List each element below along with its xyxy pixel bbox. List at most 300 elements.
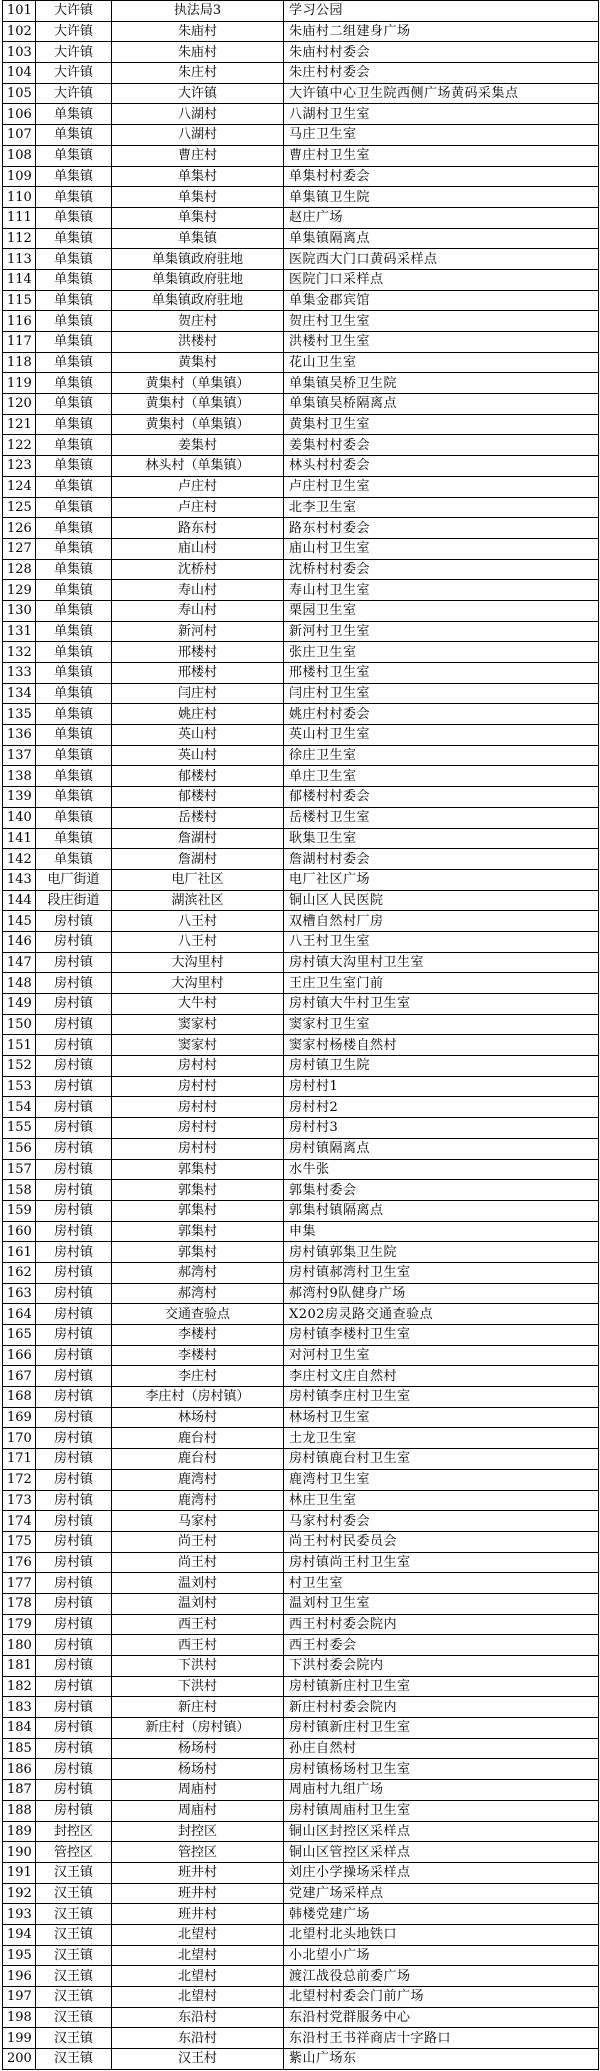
site-cell: 东沿村王书祥商店十字路口 xyxy=(284,2028,599,2049)
site-cell: 房村镇李庄村卫生室 xyxy=(284,1387,599,1408)
row-number-cell: 129 xyxy=(3,580,36,601)
row-number-cell: 200 xyxy=(3,2049,36,2070)
table-row xyxy=(3,538,599,559)
village-cell: 八王村 xyxy=(112,931,284,952)
town-cell: 房村镇 xyxy=(36,1780,112,1801)
row-number-cell: 118 xyxy=(3,352,36,373)
town-cell: 汉王镇 xyxy=(36,2049,112,2070)
row-number-cell: 172 xyxy=(3,1469,36,1490)
row-number-cell: 108 xyxy=(3,145,36,166)
row-number-cell: 149 xyxy=(3,994,36,1015)
town-cell: 房村镇 xyxy=(36,1221,112,1242)
village-cell: 郁楼村 xyxy=(112,766,284,787)
town-cell: 单集镇 xyxy=(36,745,112,766)
town-cell: 单集镇 xyxy=(36,207,112,228)
site-cell: 姚庄村村委会 xyxy=(284,704,599,725)
village-cell: 郝湾村 xyxy=(112,1262,284,1283)
village-cell: 湖滨社区 xyxy=(112,890,284,911)
table-row xyxy=(3,394,599,415)
town-cell: 房村镇 xyxy=(36,911,112,932)
village-cell: 詹湖村 xyxy=(112,849,284,870)
site-cell: 郭集村镇隔离点 xyxy=(284,1200,599,1221)
row-number-cell: 160 xyxy=(3,1221,36,1242)
table-row xyxy=(3,663,599,684)
site-cell: 耿集卫生室 xyxy=(284,828,599,849)
town-cell: 单集镇 xyxy=(36,600,112,621)
table-row xyxy=(3,228,599,249)
row-number-cell: 159 xyxy=(3,1200,36,1221)
table-row xyxy=(3,104,599,125)
town-cell: 房村镇 xyxy=(36,1118,112,1139)
village-cell: 郭集村 xyxy=(112,1242,284,1263)
row-number-cell: 177 xyxy=(3,1573,36,1594)
site-cell: 刘庄小学操场采样点 xyxy=(284,1862,599,1883)
town-cell: 单集镇 xyxy=(36,104,112,125)
village-cell: 周庙村 xyxy=(112,1780,284,1801)
village-cell: 林头村（单集镇） xyxy=(112,456,284,477)
table-row xyxy=(3,311,599,332)
row-number-cell: 112 xyxy=(3,228,36,249)
row-number-cell: 165 xyxy=(3,1325,36,1346)
village-cell: 八王村 xyxy=(112,911,284,932)
table-row xyxy=(3,42,599,63)
village-cell: 封控区 xyxy=(112,1821,284,1842)
table-row xyxy=(3,145,599,166)
site-cell: 铜山区人民医院 xyxy=(284,890,599,911)
row-number-cell: 196 xyxy=(3,1966,36,1987)
table-row xyxy=(3,1614,599,1635)
site-cell: 马家村村委会 xyxy=(284,1511,599,1532)
table-row xyxy=(3,1366,599,1387)
table-row xyxy=(3,704,599,725)
village-cell: 郁楼村 xyxy=(112,787,284,808)
village-cell: 北望村 xyxy=(112,1945,284,1966)
town-cell: 汉王镇 xyxy=(36,1966,112,1987)
row-number-cell: 166 xyxy=(3,1345,36,1366)
site-cell: 庙山村卫生室 xyxy=(284,538,599,559)
row-number-cell: 119 xyxy=(3,373,36,394)
row-number-cell: 197 xyxy=(3,1987,36,2008)
row-number-cell: 173 xyxy=(3,1490,36,1511)
site-cell: 房村镇李楼村卫生室 xyxy=(284,1325,599,1346)
table-row xyxy=(3,1945,599,1966)
site-cell: 花山卫生室 xyxy=(284,352,599,373)
site-cell: 李庄村文庄自然村 xyxy=(284,1366,599,1387)
row-number-cell: 150 xyxy=(3,1014,36,1035)
site-cell: 林头村村委会 xyxy=(284,456,599,477)
table-row xyxy=(3,1573,599,1594)
town-cell: 房村镇 xyxy=(36,1366,112,1387)
village-cell: 单集镇政府驻地 xyxy=(112,269,284,290)
row-number-cell: 176 xyxy=(3,1552,36,1573)
town-cell: 房村镇 xyxy=(36,1614,112,1635)
site-cell: 英山村卫生室 xyxy=(284,725,599,746)
site-cell: 闫庄村卫生室 xyxy=(284,683,599,704)
village-cell: 北望村 xyxy=(112,1966,284,1987)
village-cell: 房村村 xyxy=(112,1097,284,1118)
town-cell: 单集镇 xyxy=(36,518,112,539)
site-cell: 房村镇鹿台村卫生室 xyxy=(284,1449,599,1470)
table-row xyxy=(3,745,599,766)
table-row xyxy=(3,83,599,104)
town-cell: 单集镇 xyxy=(36,621,112,642)
row-number-cell: 105 xyxy=(3,83,36,104)
table-row xyxy=(3,414,599,435)
town-cell: 房村镇 xyxy=(36,1800,112,1821)
town-cell: 单集镇 xyxy=(36,456,112,477)
site-cell: 林庄卫生室 xyxy=(284,1490,599,1511)
row-number-cell: 186 xyxy=(3,1759,36,1780)
row-number-cell: 189 xyxy=(3,1821,36,1842)
village-cell: 闫庄村 xyxy=(112,683,284,704)
row-number-cell: 183 xyxy=(3,1697,36,1718)
town-cell: 大许镇 xyxy=(36,63,112,84)
town-cell: 管控区 xyxy=(36,1842,112,1863)
row-number-cell: 138 xyxy=(3,766,36,787)
site-cell: 邢楼村卫生室 xyxy=(284,663,599,684)
village-cell: 班井村 xyxy=(112,1883,284,1904)
town-cell: 房村镇 xyxy=(36,1345,112,1366)
village-cell: 朱庙村 xyxy=(112,21,284,42)
row-number-cell: 154 xyxy=(3,1097,36,1118)
table-row xyxy=(3,1035,599,1056)
site-cell: 医院西大门口黄码采样点 xyxy=(284,249,599,270)
table-row xyxy=(3,1821,599,1842)
row-number-cell: 151 xyxy=(3,1035,36,1056)
site-cell: 申集 xyxy=(284,1221,599,1242)
row-number-cell: 144 xyxy=(3,890,36,911)
row-number-cell: 143 xyxy=(3,869,36,890)
village-cell: 鹿湾村 xyxy=(112,1490,284,1511)
village-cell: 路东村 xyxy=(112,518,284,539)
row-number-cell: 101 xyxy=(3,1,36,22)
site-cell: 北望村村委会门前广场 xyxy=(284,1987,599,2008)
town-cell: 房村镇 xyxy=(36,1242,112,1263)
town-cell: 房村镇 xyxy=(36,1552,112,1573)
village-cell: 单集镇政府驻地 xyxy=(112,290,284,311)
town-cell: 房村镇 xyxy=(36,1635,112,1656)
town-cell: 单集镇 xyxy=(36,497,112,518)
table-row xyxy=(3,63,599,84)
town-cell: 房村镇 xyxy=(36,1325,112,1346)
table-row xyxy=(3,1,599,22)
table-row xyxy=(3,952,599,973)
table-row xyxy=(3,807,599,828)
site-cell: 林场村卫生室 xyxy=(284,1407,599,1428)
table-row xyxy=(3,1676,599,1697)
table-row xyxy=(3,1242,599,1263)
table-row xyxy=(3,1200,599,1221)
row-number-cell: 185 xyxy=(3,1738,36,1759)
village-cell: 李楼村 xyxy=(112,1345,284,1366)
village-cell: 林场村 xyxy=(112,1407,284,1428)
village-cell: 庙山村 xyxy=(112,538,284,559)
town-cell: 单集镇 xyxy=(36,228,112,249)
row-number-cell: 104 xyxy=(3,63,36,84)
table-row xyxy=(3,249,599,270)
table-row xyxy=(3,456,599,477)
village-cell: 邢楼村 xyxy=(112,663,284,684)
table-row xyxy=(3,2028,599,2049)
row-number-cell: 194 xyxy=(3,1924,36,1945)
town-cell: 单集镇 xyxy=(36,683,112,704)
village-cell: 黄集村（单集镇） xyxy=(112,394,284,415)
site-cell: 村卫生室 xyxy=(284,1573,599,1594)
table-row xyxy=(3,352,599,373)
village-cell: 洪楼村 xyxy=(112,332,284,353)
row-number-cell: 174 xyxy=(3,1511,36,1532)
row-number-cell: 198 xyxy=(3,2007,36,2028)
site-cell: 医院门口采样点 xyxy=(284,269,599,290)
row-number-cell: 157 xyxy=(3,1159,36,1180)
row-number-cell: 158 xyxy=(3,1180,36,1201)
row-number-cell: 131 xyxy=(3,621,36,642)
site-cell: 单集镇吴桥卫生院 xyxy=(284,373,599,394)
table-row xyxy=(3,125,599,146)
village-cell: 寿山村 xyxy=(112,580,284,601)
row-number-cell: 141 xyxy=(3,828,36,849)
row-number-cell: 133 xyxy=(3,663,36,684)
row-number-cell: 107 xyxy=(3,125,36,146)
village-cell: 尚王村 xyxy=(112,1552,284,1573)
town-cell: 房村镇 xyxy=(36,1200,112,1221)
town-cell: 房村镇 xyxy=(36,1387,112,1408)
site-cell: 房村村2 xyxy=(284,1097,599,1118)
town-cell: 房村镇 xyxy=(36,1014,112,1035)
row-number-cell: 167 xyxy=(3,1366,36,1387)
row-number-cell: 139 xyxy=(3,787,36,808)
site-cell: 房村镇尚王村卫生室 xyxy=(284,1552,599,1573)
table-row xyxy=(3,683,599,704)
site-cell: 紫山广场东 xyxy=(284,2049,599,2070)
row-number-cell: 106 xyxy=(3,104,36,125)
table-row xyxy=(3,911,599,932)
town-cell: 汉王镇 xyxy=(36,2028,112,2049)
row-number-cell: 162 xyxy=(3,1262,36,1283)
row-number-cell: 121 xyxy=(3,414,36,435)
site-cell: 大许镇中心卫生院西侧广场黄码采集点 xyxy=(284,83,599,104)
site-cell: 房村村3 xyxy=(284,1118,599,1139)
table-row xyxy=(3,787,599,808)
row-number-cell: 178 xyxy=(3,1593,36,1614)
table-row xyxy=(3,1738,599,1759)
town-cell: 单集镇 xyxy=(36,559,112,580)
table-row xyxy=(3,973,599,994)
village-cell: 英山村 xyxy=(112,745,284,766)
town-cell: 单集镇 xyxy=(36,663,112,684)
town-cell: 电厂街道 xyxy=(36,869,112,890)
village-cell: 大沟里村 xyxy=(112,952,284,973)
town-cell: 房村镇 xyxy=(36,1738,112,1759)
town-cell: 单集镇 xyxy=(36,290,112,311)
row-number-cell: 181 xyxy=(3,1656,36,1677)
town-cell: 单集镇 xyxy=(36,269,112,290)
table-row xyxy=(3,290,599,311)
site-cell: 小北望小广场 xyxy=(284,1945,599,1966)
village-cell: 交通查验点 xyxy=(112,1304,284,1325)
table-row xyxy=(3,1656,599,1677)
table-row xyxy=(3,1635,599,1656)
table-row xyxy=(3,890,599,911)
town-cell: 单集镇 xyxy=(36,394,112,415)
site-cell: 周庙村九组广场 xyxy=(284,1780,599,1801)
town-cell: 房村镇 xyxy=(36,1449,112,1470)
table-row xyxy=(3,1076,599,1097)
town-cell: 房村镇 xyxy=(36,1262,112,1283)
row-number-cell: 117 xyxy=(3,332,36,353)
site-cell: 单集村村委会 xyxy=(284,166,599,187)
table-row xyxy=(3,1904,599,1925)
town-cell: 房村镇 xyxy=(36,1573,112,1594)
row-number-cell: 188 xyxy=(3,1800,36,1821)
row-number-cell: 124 xyxy=(3,476,36,497)
town-cell: 单集镇 xyxy=(36,187,112,208)
site-cell: 房村村1 xyxy=(284,1076,599,1097)
table-body xyxy=(3,1,599,2070)
table-row xyxy=(3,21,599,42)
table-row xyxy=(3,476,599,497)
site-cell: 郝湾村9队健身广场 xyxy=(284,1283,599,1304)
table-row xyxy=(3,1283,599,1304)
row-number-cell: 128 xyxy=(3,559,36,580)
table-row xyxy=(3,2049,599,2070)
row-number-cell: 102 xyxy=(3,21,36,42)
row-number-cell: 148 xyxy=(3,973,36,994)
site-cell: 栗园卫生室 xyxy=(284,600,599,621)
table-row xyxy=(3,931,599,952)
site-cell: 单集镇卫生院 xyxy=(284,187,599,208)
site-cell: 王庄卫生室门前 xyxy=(284,973,599,994)
site-cell: 郁楼村村委会 xyxy=(284,787,599,808)
row-number-cell: 184 xyxy=(3,1718,36,1739)
row-number-cell: 120 xyxy=(3,394,36,415)
village-cell: 执法局3 xyxy=(112,1,284,22)
town-cell: 房村镇 xyxy=(36,1593,112,1614)
village-cell: 鹿湾村 xyxy=(112,1469,284,1490)
table-row xyxy=(3,1407,599,1428)
village-cell: 新庄村 xyxy=(112,1697,284,1718)
town-cell: 单集镇 xyxy=(36,435,112,456)
village-cell: 汉王村 xyxy=(112,2049,284,2070)
row-number-cell: 153 xyxy=(3,1076,36,1097)
village-cell: 黄集村（单集镇） xyxy=(112,414,284,435)
town-cell: 汉王镇 xyxy=(36,1883,112,1904)
table-row xyxy=(3,1345,599,1366)
site-cell: 尚王村村民委员会 xyxy=(284,1531,599,1552)
town-cell: 单集镇 xyxy=(36,476,112,497)
site-cell: 卢庄村卫生室 xyxy=(284,476,599,497)
village-cell: 邢楼村 xyxy=(112,642,284,663)
town-cell: 单集镇 xyxy=(36,807,112,828)
table-row xyxy=(3,1138,599,1159)
row-number-cell: 195 xyxy=(3,1945,36,1966)
town-cell: 房村镇 xyxy=(36,1490,112,1511)
row-number-cell: 127 xyxy=(3,538,36,559)
table-row xyxy=(3,1842,599,1863)
row-number-cell: 123 xyxy=(3,456,36,477)
town-cell: 房村镇 xyxy=(36,1656,112,1677)
table-row xyxy=(3,1759,599,1780)
site-cell: 新庄村村委会院内 xyxy=(284,1697,599,1718)
village-cell: 卢庄村 xyxy=(112,476,284,497)
row-number-cell: 111 xyxy=(3,207,36,228)
town-cell: 房村镇 xyxy=(36,1676,112,1697)
table-row xyxy=(3,1449,599,1470)
row-number-cell: 115 xyxy=(3,290,36,311)
town-cell: 汉王镇 xyxy=(36,1904,112,1925)
village-cell: 姚庄村 xyxy=(112,704,284,725)
site-cell: 黄集村卫生室 xyxy=(284,414,599,435)
town-cell: 房村镇 xyxy=(36,952,112,973)
village-cell: 温刘村 xyxy=(112,1573,284,1594)
town-cell: 单集镇 xyxy=(36,311,112,332)
site-cell: 房村镇郭集卫生院 xyxy=(284,1242,599,1263)
village-cell: 岳楼村 xyxy=(112,807,284,828)
row-number-cell: 114 xyxy=(3,269,36,290)
row-number-cell: 132 xyxy=(3,642,36,663)
row-number-cell: 110 xyxy=(3,187,36,208)
village-cell: 曹庄村 xyxy=(112,145,284,166)
table-row xyxy=(3,166,599,187)
table-row xyxy=(3,1221,599,1242)
site-cell: 詹湖村村委会 xyxy=(284,849,599,870)
site-cell: 水牛张 xyxy=(284,1159,599,1180)
village-cell: 班井村 xyxy=(112,1904,284,1925)
town-cell: 大许镇 xyxy=(36,42,112,63)
row-number-cell: 163 xyxy=(3,1283,36,1304)
town-cell: 房村镇 xyxy=(36,931,112,952)
site-cell: 韩楼党建广场 xyxy=(284,1904,599,1925)
table-row xyxy=(3,766,599,787)
town-cell: 房村镇 xyxy=(36,1407,112,1428)
town-cell: 房村镇 xyxy=(36,1511,112,1532)
table-row xyxy=(3,207,599,228)
village-cell: 周庙村 xyxy=(112,1800,284,1821)
town-cell: 单集镇 xyxy=(36,332,112,353)
town-cell: 大许镇 xyxy=(36,83,112,104)
row-number-cell: 175 xyxy=(3,1531,36,1552)
town-cell: 房村镇 xyxy=(36,1097,112,1118)
row-number-cell: 142 xyxy=(3,849,36,870)
village-cell: 尚王村 xyxy=(112,1531,284,1552)
town-cell: 房村镇 xyxy=(36,1759,112,1780)
town-cell: 房村镇 xyxy=(36,1076,112,1097)
village-cell: 单集村 xyxy=(112,166,284,187)
town-cell: 单集镇 xyxy=(36,787,112,808)
site-cell: 学习公园 xyxy=(284,1,599,22)
site-cell: 鹿湾村卫生室 xyxy=(284,1469,599,1490)
site-cell: 郭集村委会 xyxy=(284,1180,599,1201)
village-cell: 单集镇 xyxy=(112,228,284,249)
site-cell: 铜山区管控区采样点 xyxy=(284,1842,599,1863)
table-row xyxy=(3,187,599,208)
site-cell: 姜集村村委会 xyxy=(284,435,599,456)
town-cell: 单集镇 xyxy=(36,249,112,270)
town-cell: 房村镇 xyxy=(36,1283,112,1304)
table-row xyxy=(3,1180,599,1201)
town-cell: 汉王镇 xyxy=(36,1987,112,2008)
village-cell: 朱庙村 xyxy=(112,42,284,63)
town-cell: 房村镇 xyxy=(36,1138,112,1159)
village-cell: 班井村 xyxy=(112,1862,284,1883)
table-row xyxy=(3,642,599,663)
village-cell: 郭集村 xyxy=(112,1180,284,1201)
row-number-cell: 137 xyxy=(3,745,36,766)
table-row xyxy=(3,828,599,849)
row-number-cell: 136 xyxy=(3,725,36,746)
village-cell: 房村村 xyxy=(112,1056,284,1077)
village-cell: 西王村 xyxy=(112,1635,284,1656)
